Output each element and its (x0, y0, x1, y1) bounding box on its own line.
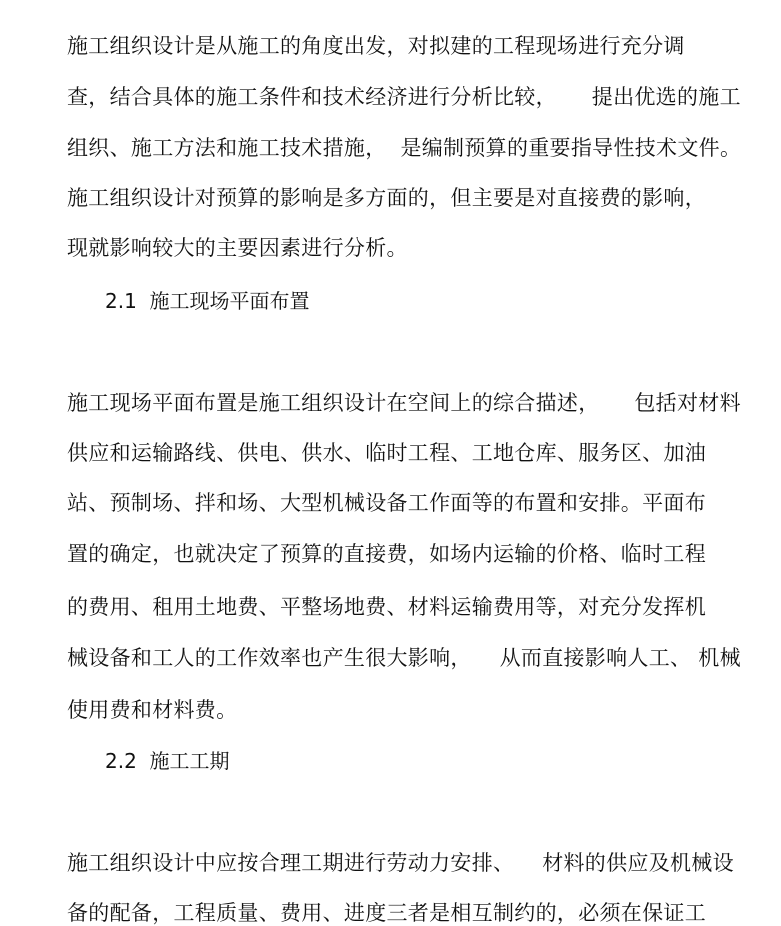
paragraph-2-line-2: 供应和运输路线、供电、供水、临时工程、工地仓库、服务区、加油 (67, 441, 706, 465)
paragraph-2-line-7: 使用费和材料费。 (67, 698, 238, 722)
paragraph-1-line-3: 组织、施工方法和施工技术措施， 是编制预算的重要指导性技术文件。 (67, 136, 742, 160)
paragraph-2-line-4: 置的确定，也就决定了预算的直接费，如场内运输的价格、临时工程 (67, 542, 706, 566)
section-2-2-heading: 2.2 施工工期 (105, 749, 230, 773)
paragraph-1-line-2: 查，结合具体的施工条件和技术经济进行分析比较， 提出优选的施工 (67, 85, 741, 109)
paragraph-1-line-4: 施工组织设计对预算的影响是多方面的，但主要是对直接费的影响， (67, 186, 706, 210)
paragraph-3-line-1: 施工组织设计中应按合理工期进行劳动力安排、 材料的供应及机械设 (67, 851, 734, 875)
paragraph-1-line-1: 施工组织设计是从施工的角度出发，对拟建的工程现场进行充分调 (67, 34, 685, 58)
paragraph-1-line-5: 现就影响较大的主要因素进行分析。 (67, 236, 408, 260)
paragraph-2-line-3: 站、预制场、拌和场、大型机械设备工作面等的布置和安排。平面布 (67, 491, 706, 515)
paragraph-2-line-5: 的费用、租用土地费、平整场地费、材料运输费用等，对充分发挥机 (67, 595, 706, 619)
paragraph-2-line-6: 械设备和工人的工作效率也产生很大影响， 从而直接影响人工、 机械 (67, 646, 741, 670)
section-2-1-heading: 2.1 施工现场平面布置 (105, 289, 310, 313)
paragraph-3-line-2: 备的配备，工程质量、费用、进度三者是相互制约的，必须在保证工 (67, 901, 706, 925)
paragraph-2-line-1: 施工现场平面布置是施工组织设计在空间上的综合描述， 包括对材料 (67, 391, 741, 415)
